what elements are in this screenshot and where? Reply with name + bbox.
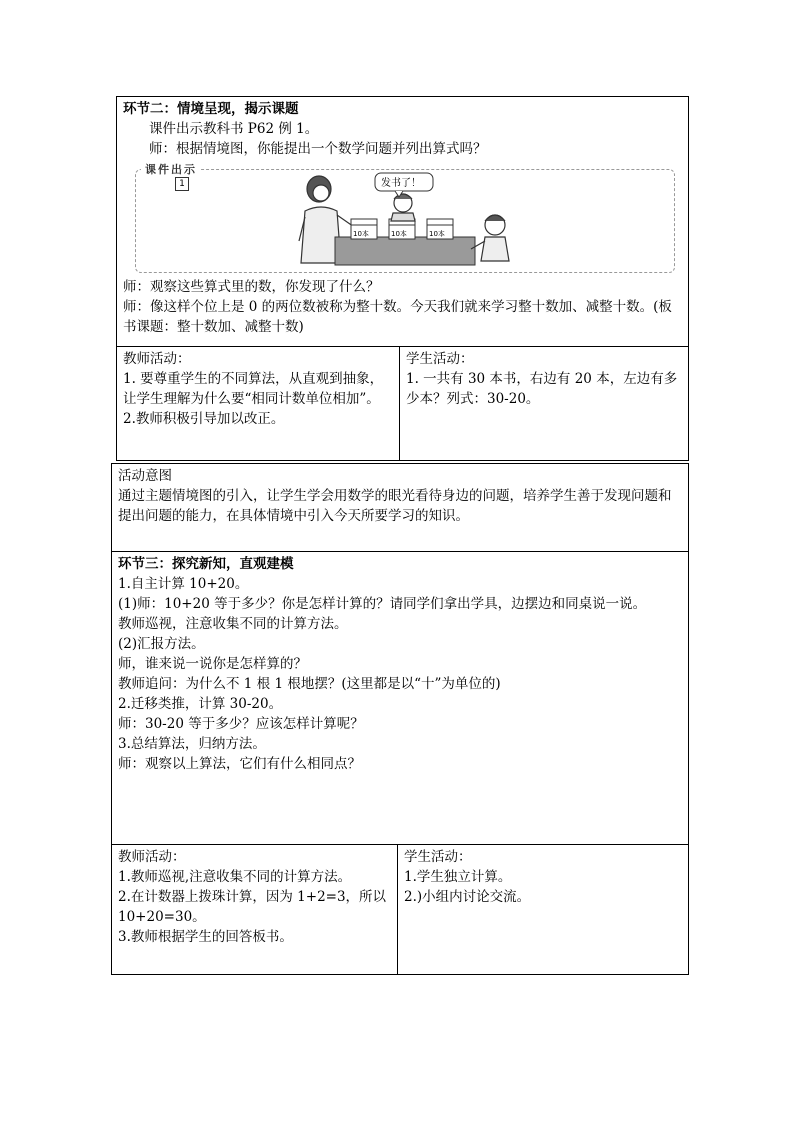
teacher-activity-cell-1 — [117, 347, 399, 460]
book-label-right: 10本 — [429, 230, 445, 238]
section3-block — [111, 552, 689, 845]
teacher-activity-item: 3.教师根据学生的回答板书。 — [118, 929, 293, 945]
section3-line: 师，谁来说一说你是怎样算的？ — [118, 656, 307, 672]
section3-title: 环节三：探究新知，直观建模 — [118, 556, 294, 572]
book-label-mid: 10本 — [391, 230, 407, 238]
teacher-activity-header: 教师活动： — [118, 849, 186, 865]
section3-line: (2)汇报方法。 — [118, 636, 205, 652]
courseware-figure — [135, 163, 677, 275]
book-label-left: 10本 — [353, 230, 369, 238]
teacher-activity-item: 1. 要尊重学生的不同算法，从直观到抽象，让学生理解为什么要“相同计数单位相加”。 — [123, 371, 384, 407]
activity-intent-text: 通过主题情境图的引入，让学生学会用数学的眼光看待身边的问题，培养学生善于发现问题和提出问题的能力，在具体情境中引入今天所要学习的知识。 — [118, 488, 672, 524]
activity-intent-title: 活动意图 — [118, 468, 172, 484]
section2-block — [116, 96, 689, 347]
activities-table-1 — [116, 347, 689, 461]
figure-number: 1 — [175, 177, 189, 191]
activity-intent-block — [111, 463, 689, 552]
student-activity-item: 2.)小组内讨论交流。 — [404, 889, 531, 905]
desk — [335, 237, 475, 265]
teacher-activity-item: 1.教师巡视,注意收集不同的计算方法。 — [118, 869, 352, 885]
section3-line: 3.总结算法，归纳方法。 — [118, 736, 266, 752]
section2-para-2: 师：根据情境图，你能提出一个数学问题并列出算式吗？ — [149, 141, 487, 157]
section2-para-3: 师：观察这些算式里的数，你发现了什么？ — [123, 279, 380, 295]
speech-text: 发书了！ — [381, 178, 421, 189]
student-activity-item: 1.学生独立计算。 — [404, 869, 512, 885]
girl-figure — [471, 215, 509, 261]
section3-line: (1)师：10+20 等于多少？你是怎样计算的？请同学们拿出学具，边摆边和同桌说一说。 — [118, 596, 647, 612]
teacher-activity-cell-2 — [112, 845, 397, 974]
section3-line: 师：观察以上算法，它们有什么相同点？ — [118, 756, 361, 772]
teacher-activity-header: 教师活动： — [123, 351, 191, 367]
teacher-activity-item: 2.教师积极引导加以改正。 — [123, 411, 285, 427]
student-activity-cell-1 — [400, 347, 688, 460]
boy-figure — [391, 194, 415, 221]
section3-line: 师：30-20 等于多少？应该怎样计算呢？ — [118, 716, 364, 732]
figure-tag: 课件出示 — [141, 161, 201, 177]
section2-para-1: 课件出示教科书 P62 例 1。 — [149, 121, 319, 137]
student-activity-header: 学生活动： — [404, 849, 472, 865]
student-activity-header: 学生活动： — [406, 351, 474, 367]
section3-line: 1.自主计算 10+20。 — [118, 576, 249, 592]
activities-table-2 — [111, 845, 689, 975]
section2-title: 环节二：情境呈现，揭示课题 — [123, 101, 299, 117]
classroom-illustration — [295, 171, 615, 271]
section3-line: 教师追问：为什么不 1 根 1 根地摆？(这里都是以“十”为单位的) — [118, 676, 501, 692]
section3-line: 教师巡视，注意收集不同的计算方法。 — [118, 616, 348, 632]
student-activity-cell-2 — [398, 845, 688, 974]
teacher-activity-item: 2.在计数器上拨珠计算，因为 1+2=3，所以 10+20=30。 — [118, 889, 387, 925]
section3-line: 2.迁移类推，计算 30-20。 — [118, 696, 283, 712]
student-activity-item: 1. 一共有 30 本书，右边有 20 本，左边有多少本？列式：30-20。 — [406, 371, 678, 407]
section2-para-4: 师：像这样个位上是 0 的两位数被称为整十数。今天我们就来学习整十数加、减整十数。(板书课题：整十数加、减整十数) — [123, 299, 672, 335]
